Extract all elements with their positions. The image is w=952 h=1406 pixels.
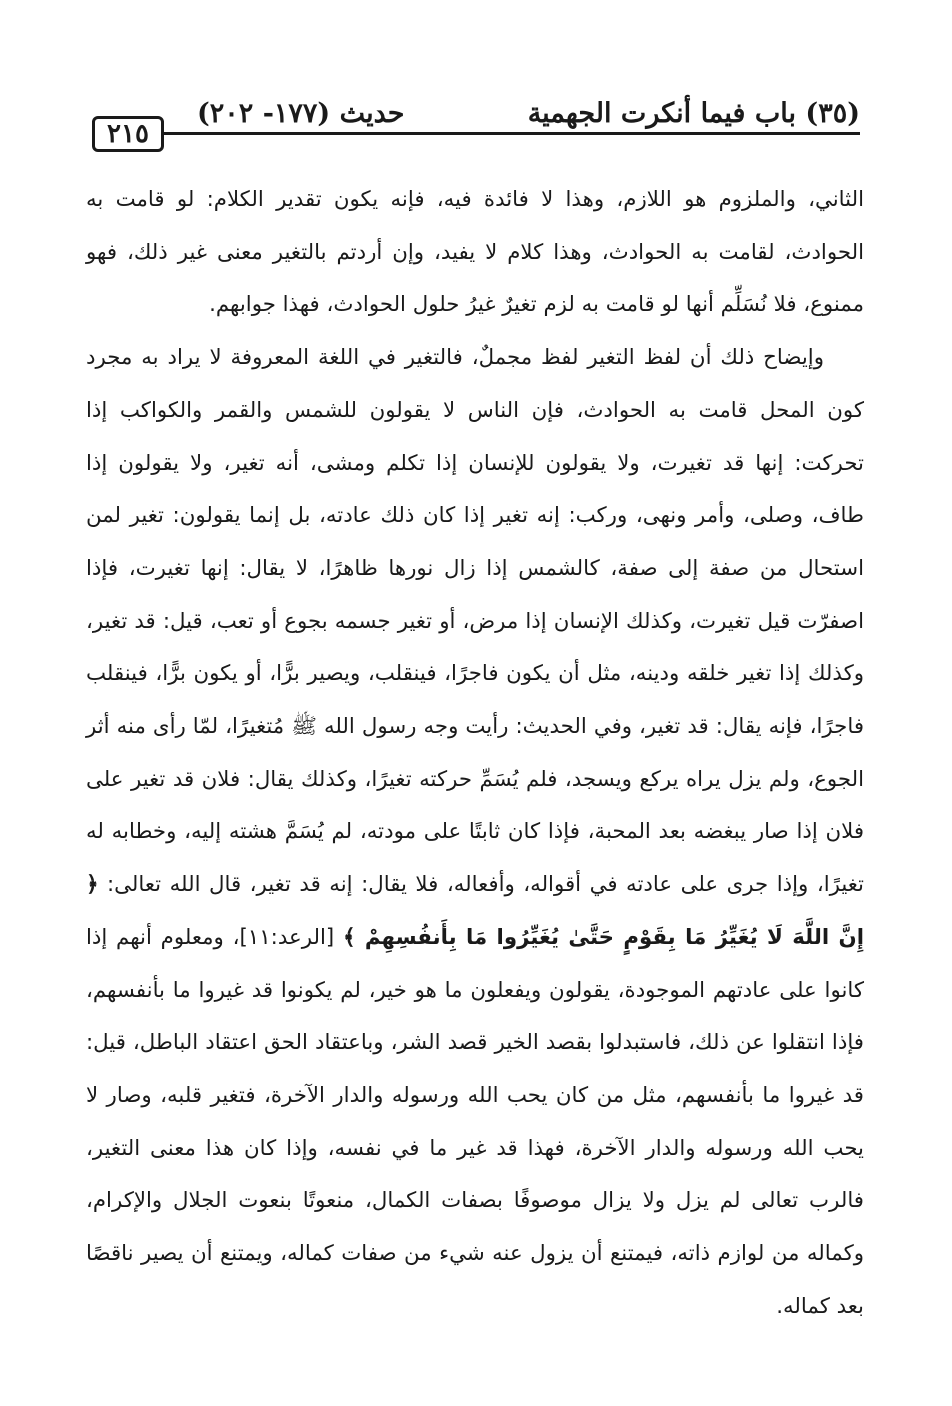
running-header [92, 84, 860, 156]
paragraph-2 [86, 332, 864, 1333]
paragraph-text: وإيضاح ذلك أن لفظ التغير لفظ مجملٌ، فالتغير في اللغة المعروفة لا يراد به مجرد كون المحل قامت به الحوادث، فإن الناس لا يقولون للشمس والقمر والكواكب إذا تحركت: إنها قد تغيرت، ولا يقولون للإنسان إذا تكلم ومشى، أنه تغير، ولا يقولون إذا طاف، وصلى، وأمر ونهى، وركب: إنه تغير إذا كان ذلك عادته، بل إنما يقولون: تغير لمن استحال من صفة إلى صفة، كالشمس إذا زال نورها ظاهرًا، لا يقال: إنها تغيرت، فإذا اصفرّت قيل تغيرت، وكذلك الإنسان إذا مرض، أو تغير جسمه بجوع أو تعب، قيل: قد تغير، وكذلك إذا تغير خلقه ودينه، مثل أن يكون فاجرًا، فينقلب، ويصير برًّا، أو يكون برًّا، فينقلب فاجرًا، فإنه يقال: قد تغير، وفي الحديث: رأيت وجه رسول الله ﷺ مُتغيرًا، لمّا رأى منه أثر الجوع، ولم يزل يراه يركع ويسجد، فلم يُسَمِّ حركته تغيرًا، وكذلك يقال: فلان قد تغير على فلان إذا صار يبغضه بعد المحبة، فإذا كان ثابتًا على مودته، لم يُسَمَّ هشته إليه، وخطابه له تغيرًا، وإذا جرى على عادته في أقواله، وأفعاله، فلا يقال: إنه قد تغير، قال الله تعالى: [86, 345, 864, 898]
header-rule [162, 132, 860, 135]
paragraph-text: [الرعد:١١]، ومعلوم أنهم إذا كانوا على عادتهم الموجودة، يقولون ويفعلون ما هو خير، لم يكونوا قد غيروا ما بأنفسهم، فإذا انتقلوا عن ذلك، فاستبدلوا بقصد الخير قصد الشر، وباعتقاد الحق اعتقاد الباطل، قيل: قد غيروا ما بأنفسهم، مثل من كان يحب الله ورسوله والدار الآخرة، فتغير قلبه، وصار لا يحب الله ورسوله والدار الآخرة، فهذا قد غير ما في نفسه، وإذا كان هذا معنى التغير، فالرب تعالى لم يزل ولا يزال موصوفًا بصفات الكمال، منعوتًا بنعوت الجلال والإكرام، وكماله من لوازم ذاته، فيمتنع أن يزول عنه شيء من صفات كماله، ويمتنع أن يصير ناقصًا بعد كماله. [86, 924, 864, 1319]
chapter-title: (٣٥) باب فيما أنكرت الجهمية [527, 98, 860, 129]
page-number-box: ٢١٥ [92, 116, 164, 152]
paragraph-1 [86, 174, 864, 332]
hadith-range-label: حديث (١٧٧- ٢٠٢) [197, 98, 405, 129]
quran-verse: ﴿ إِنَّ اللَّهَ لَا يُغَيِّرُ مَا بِقَوْمٍ حَتَّىٰ يُغَيِّرُوا مَا بِأَنفُسِهِمْ ﴾ [86, 872, 865, 950]
paragraph-text: الثاني، والملزوم هو اللازم، وهذا لا فائدة فيه، فإنه يكون تقدير الكلام: لو قامت به الحوادث، لقامت به الحوادث، وهذا كلام لا يفيد، وإن أردتم بالتغير معنى غير ذلك، فهو ممنوع، فلا نُسَلِّم أنها لو قامت به لزم تغيرٌ غيرُ حلول الحوادث، فهذا جوابهم. [86, 187, 864, 318]
body-text [86, 174, 864, 1333]
